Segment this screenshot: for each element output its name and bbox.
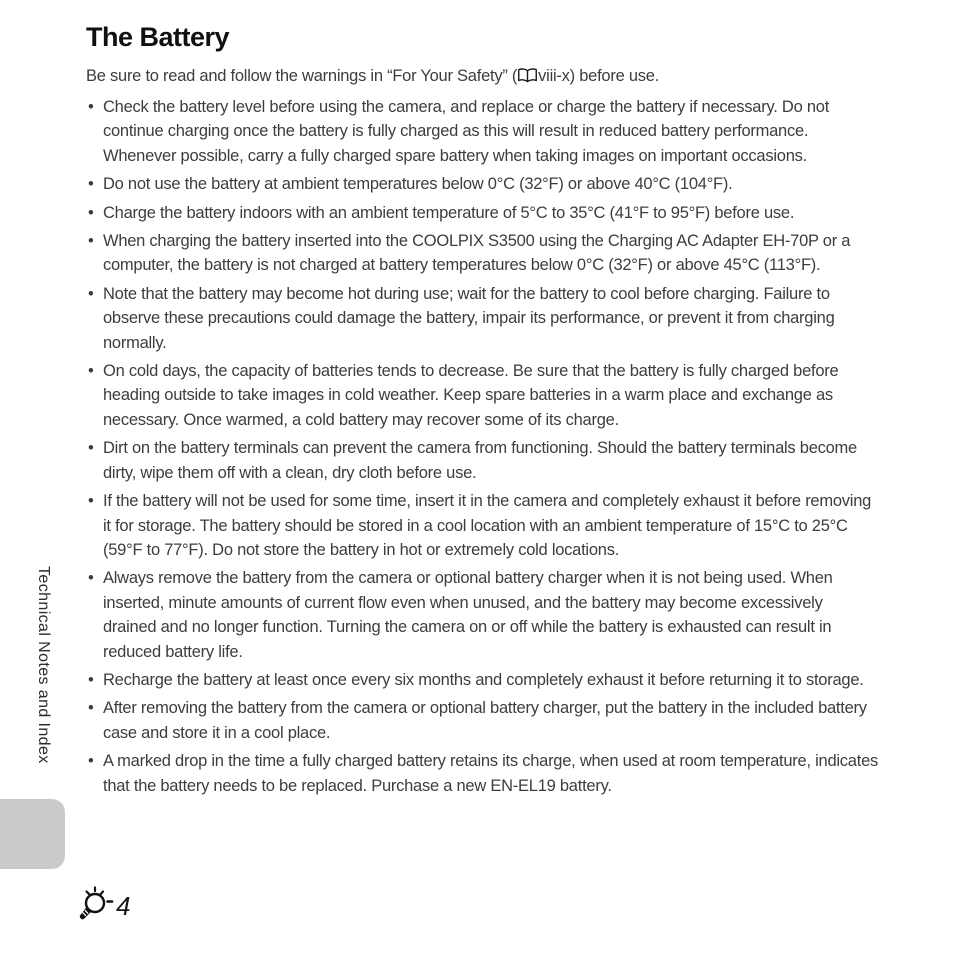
bullet-item: • Always remove the battery from the camera or optional battery charger when it is not being used. When inserted, minute amounts of current flow even when unused, and the battery may become excessively drained and no longer function. Turning the camera on or off while the battery is exhausted can result in reduced battery life.	[86, 566, 878, 664]
bullet-item: • Dirt on the battery terminals can prevent the camera from functioning. Should the battery terminals become dirty, wipe them off with a clean, dry cloth before use.	[86, 436, 878, 485]
page-title: The Battery	[86, 22, 230, 52]
bullet-item: • A marked drop in the time a fully charged battery retains its charge, when used at room temperature, indicates that the battery needs to be replaced. Purchase a new EN-EL19 battery.	[86, 749, 878, 798]
bullet-item: • Note that the battery may become hot during use; wait for the battery to cool before charging. Failure to observe these precautions could damage the battery, impair its performance, or prevent it from charging normally.	[86, 282, 878, 355]
open-book-icon	[517, 67, 538, 84]
battery-notes-list	[86, 95, 878, 798]
bullet-item: • When charging the battery inserted into the COOLPIX S3500 using the Charging AC Adapter EH-70P or a computer, the battery is not charged at battery temperatures below 0°C (32°F) or above 45°C (113°F).	[86, 229, 878, 278]
bullet-item: • Charge the battery indoors with an ambient temperature of 5°C to 35°C (41°F to 95°F) before use.	[86, 201, 878, 225]
intro-line	[86, 64, 878, 88]
bullet-item: • If the battery will not be used for some time, insert it in the camera and completely exhaust it before removing it for storage. The battery should be stored in a cool location with an ambient temperature of 15°C to 25°C (59°F to 77°F). Do not store the battery in hot or extremely cold locations.	[86, 489, 878, 562]
bullet-item: • Check the battery level before using the camera, and replace or charge the battery if necessary. Do not continue charging once the battery is fully charged as this will result in reduced battery performance. Whenever possible, carry a fully charged spare battery when taking images on important occasions.	[86, 95, 878, 168]
bulb-tips-icon	[74, 886, 114, 931]
intro-text-before: Be sure to read and follow the warnings in “For Your Safety” (	[86, 67, 518, 85]
sidebar-chapter-label: Technical Notes and Index	[35, 566, 52, 764]
main-content	[86, 22, 878, 802]
bullet-item: • Recharge the battery at least once every six months and completely exhaust it before returning it to storage.	[86, 668, 878, 692]
bullet-item: • After removing the battery from the camera or optional battery charger, put the battery in the included battery case and store it in a cool place.	[86, 696, 878, 745]
intro-text-after: viii-x) before use.	[538, 67, 660, 85]
page-number: 4	[116, 891, 130, 921]
page-footer	[74, 886, 130, 931]
bullet-item: • Do not use the battery at ambient temperatures below 0°C (32°F) or above 40°C (104°F).	[86, 172, 878, 196]
chapter-tab	[0, 799, 65, 869]
bullet-item: • On cold days, the capacity of batteries tends to decrease. Be sure that the battery is fully charged before heading outside to take images in cold weather. Keep spare batteries in a warm place and exchange as necessary. Once warmed, a cold battery may recover some of its charge.	[86, 359, 878, 432]
